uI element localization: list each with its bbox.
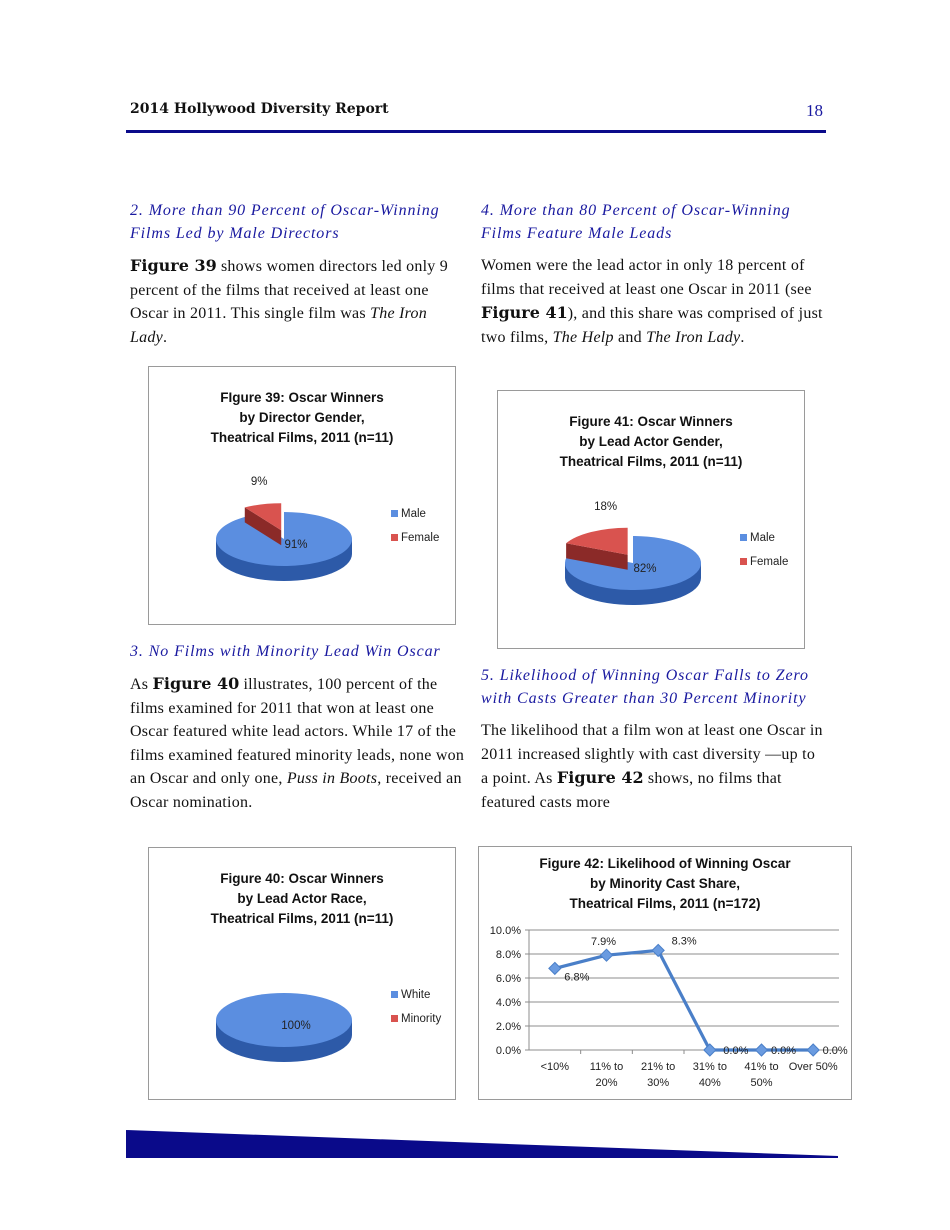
chart-title: Theatrical Films, 2011 (n=172) (569, 896, 761, 911)
figure-40-ref: Figure 40 (152, 674, 240, 693)
section-3-heading: 3. No Films with Minority Lead Win Oscar (130, 643, 441, 660)
legend-label-minority: Minority (401, 1013, 442, 1025)
data-label-male: 91% (284, 539, 308, 551)
pie-slice-female (213, 503, 349, 572)
chart-title: Theatrical Films, 2011 (n=11) (210, 430, 394, 445)
film-title: The Iron Lady (130, 305, 428, 346)
x-tick-label: 40% (698, 1077, 721, 1089)
data-label-male: 82% (633, 563, 657, 575)
x-tick-label: 20% (595, 1077, 618, 1089)
film-title: Puss in Boots (286, 770, 378, 787)
y-tick-label: 6.0% (495, 973, 521, 985)
section-2 (130, 199, 468, 349)
section-5-body: The likelihood that a film won at least one Oscar in 2011 increased slightly with cast diversity —up to a point. As Figure 42 shows, no films that featured casts more (481, 722, 823, 811)
section-5-heading: 5. Likelihood of Winning Oscar Falls to Zero with Casts Greater than 30 Percent Minority (481, 667, 809, 707)
data-point (807, 1044, 819, 1056)
section-2-heading: 2. More than 90 Percent of Oscar-Winning Films Led by Male Directors (130, 202, 440, 242)
y-tick-label: 2.0% (495, 1021, 521, 1033)
section-4 (481, 199, 826, 349)
chart-title: Figure 42: Likelihood of Winning Oscar (539, 856, 791, 871)
data-point (756, 1044, 768, 1056)
data-point (704, 1044, 716, 1056)
figure-39-chart (148, 366, 456, 625)
legend-swatch-male (740, 534, 747, 541)
data-point (549, 962, 561, 974)
data-point (601, 949, 613, 961)
legend-label-male: Male (401, 508, 426, 520)
x-tick-label: 50% (750, 1077, 773, 1089)
legend-swatch-female (391, 534, 398, 541)
y-tick-label: 8.0% (495, 949, 521, 961)
data-label: 0.0% (770, 1045, 797, 1057)
section-3-body: As Figure 40 illustrates, 100 percent of the films examined for 2011 that won at least one Oscar featured white lead actors. While 17 of the films examined featured minority leads, none won an Oscar and only one, Puss in Boots, received an Oscar nomination. (130, 674, 465, 811)
page-number: 18 (806, 101, 823, 120)
data-label-white: 100% (281, 1020, 311, 1032)
chart-title: by Director Gender, (239, 410, 365, 425)
chart-title: by Lead Actor Race, (237, 891, 367, 906)
film-title: The Iron Lady (646, 328, 741, 346)
legend-label-female: Female (750, 556, 789, 568)
chart-title: Figure 41: Oscar Winners (569, 414, 733, 429)
series-line (555, 950, 813, 1050)
y-tick-label: 4.0% (495, 997, 521, 1009)
section-3 (130, 640, 468, 814)
pie-slice-female (560, 528, 696, 597)
section-2-body: Figure 39 shows women directors led only 9 percent of the films that received at least one Oscar in 2011. This single film was The Iron Lady. (130, 256, 449, 346)
legend-label-male: Male (750, 532, 775, 544)
x-tick-label: <10% (540, 1061, 570, 1073)
chart-title: Figure 40: Oscar Winners (220, 871, 384, 886)
footer-band (126, 1130, 838, 1158)
legend-swatch-male (391, 510, 398, 517)
chart-title: by Lead Actor Gender, (579, 434, 723, 449)
x-tick-label: 30% (647, 1077, 670, 1089)
legend-swatch-minority (391, 1015, 398, 1022)
figure-42-chart (478, 846, 852, 1100)
chart-title: Theatrical Films, 2011 (n=11) (210, 911, 394, 926)
section-5 (481, 664, 826, 814)
data-label: 0.0% (723, 1045, 749, 1057)
y-tick-label: 10.0% (489, 925, 521, 937)
chart-title: by Minority Cast Share, (589, 876, 741, 891)
x-tick-label: 21% to (641, 1061, 676, 1073)
x-tick-label: Over 50% (788, 1061, 838, 1073)
legend-swatch-white (391, 991, 398, 998)
data-label: 7.9% (590, 936, 617, 949)
x-tick-label: 11% to (589, 1061, 624, 1073)
y-tick-label: 0.0% (495, 1045, 521, 1057)
x-tick-label: 41% to (744, 1061, 779, 1073)
legend-label-white: White (401, 989, 431, 1001)
report-title: 2014 Hollywood Diversity Report (130, 101, 389, 117)
figure-42-ref: Figure 42 (556, 768, 644, 787)
data-label-female: 9% (250, 476, 268, 489)
data-label: 0.0% (822, 1045, 848, 1057)
data-point (652, 944, 664, 956)
legend-swatch-female (740, 558, 747, 565)
figure-39-ref: Figure 39 (130, 256, 217, 275)
data-label: 6.8% (564, 971, 590, 984)
header-rule (126, 130, 826, 133)
chart-title: Theatrical Films, 2011 (n=11) (559, 454, 743, 469)
figure-41-ref: Figure 41 (481, 303, 568, 322)
section-4-heading: 4. More than 80 Percent of Oscar-Winning Films Feature Male Leads (481, 202, 791, 242)
chart-title: FIgure 39: Oscar Winners (220, 390, 384, 405)
figure-41-chart (497, 390, 805, 649)
footer-wedge (126, 1130, 838, 1158)
figure-40-chart (148, 847, 456, 1100)
section-4-body: Women were the lead actor in only 18 percent of films that received at least one Oscar in 2011 (see Figure 41), and this share was comprised of just two films, The Help and The Iron Lady. (481, 257, 823, 346)
data-label: 8.3% (671, 935, 697, 948)
x-tick-label: 31% to (692, 1061, 727, 1073)
film-title: The Help (552, 328, 614, 346)
data-label-female: 18% (594, 500, 618, 513)
legend-label-female: Female (401, 532, 440, 544)
